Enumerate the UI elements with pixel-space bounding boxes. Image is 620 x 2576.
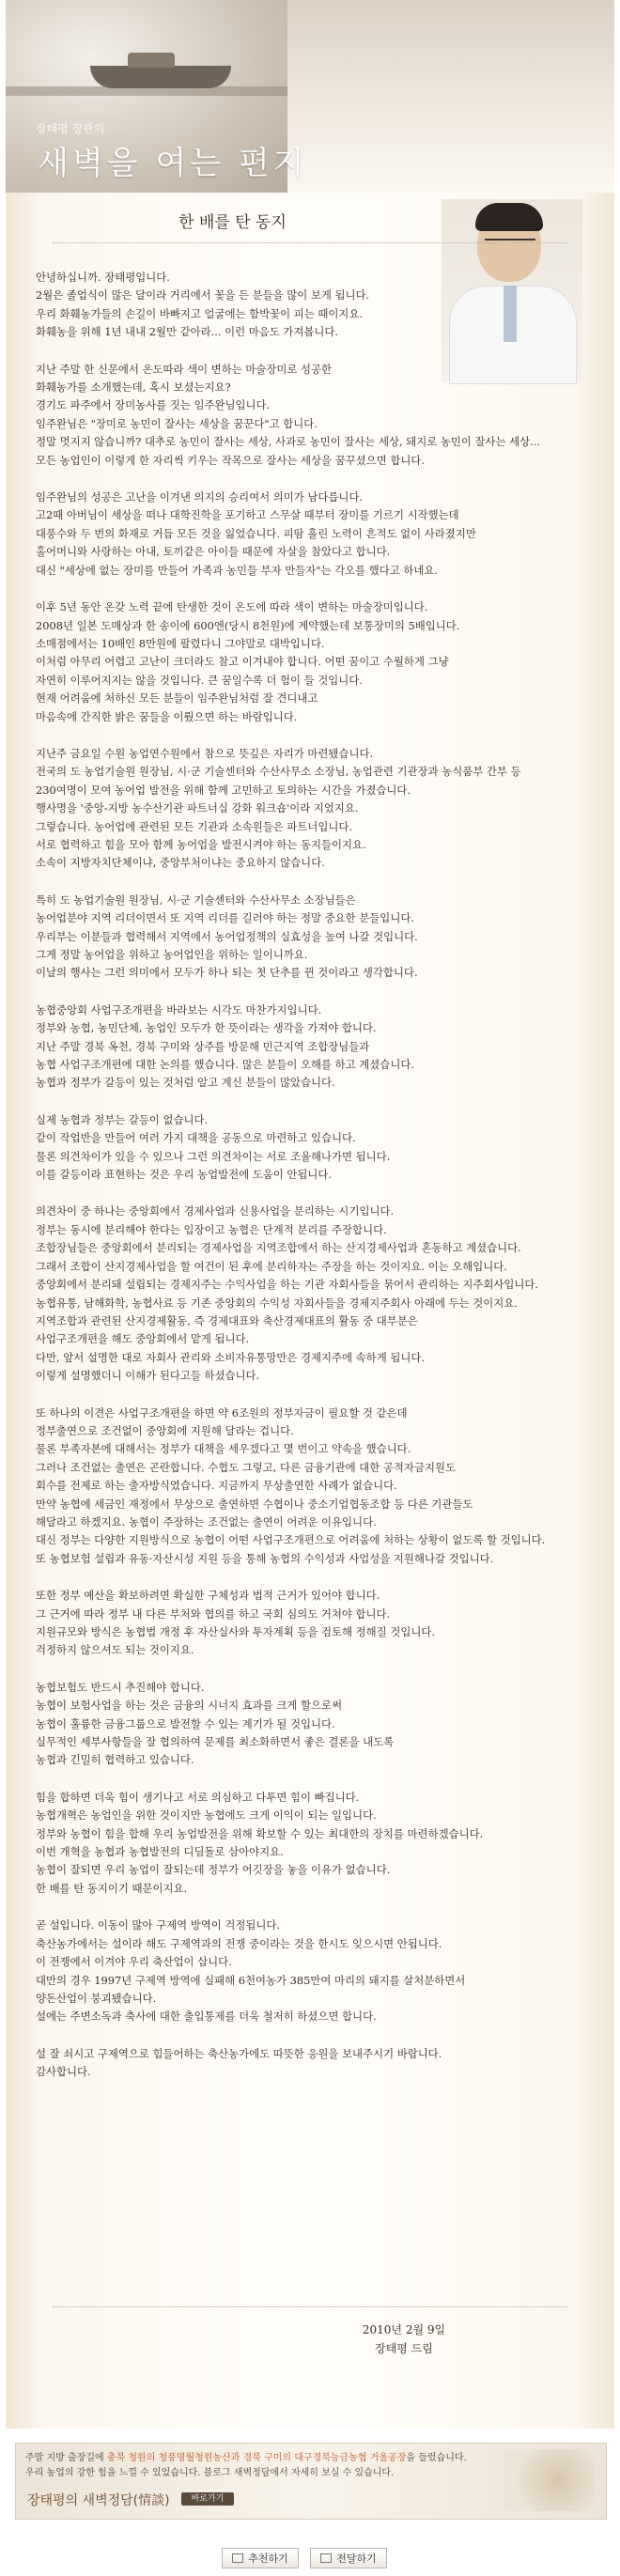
letter-signature: 장태평 드림	[375, 2342, 433, 2355]
banner-highlight: 충북 청원의 청풍명월청원농산과 경북 구미의 대구경북능금농협 거울공장	[106, 2453, 407, 2463]
letter-line: 우리 화훼농가들의 손길이 바빠지고 얼굴에는 함박꽃이 피는 때이지요.	[36, 306, 364, 320]
letter-line: 이 전쟁에서 이겨야 우리 축산업이 삽니다.	[36, 1955, 232, 1969]
letter-paragraph	[36, 1916, 562, 2025]
letter-line: 걱정하지 않으셔도 되는 것이지요.	[36, 1643, 194, 1657]
letter-title: 한 배를 탄 동지	[178, 213, 287, 232]
letter-line: 설 잘 쇠시고 구제역으로 힘들어하는 축산농가에도 따뜻한 응원을 보내주시기 바랍니다.	[36, 2046, 442, 2060]
author-label: 장태평 장관의	[36, 122, 105, 135]
letter-line: 농협이 훌륭한 금융그룹으로 발전할 수 있는 계기가 될 것입니다.	[36, 1716, 335, 1730]
recommend-button[interactable]: 추천하기	[222, 2548, 299, 2568]
letter-paragraph	[36, 892, 562, 983]
letter-line: 또 농협보험 설립과 유동·자산시성 지원 등을 통해 농협의 수익성과 사업성을 지원해나갈 것입니다.	[36, 1551, 494, 1565]
letter-line: 대풍수와 두 번의 화재로 거듭 모든 것을 잃었습니다. 피땀 흘린 노력이 흔적도 없이 사라졌지만	[36, 526, 476, 540]
letter-paragraph	[36, 598, 562, 726]
blog-banner[interactable]	[15, 2443, 607, 2520]
letter-dateline	[329, 2320, 479, 2358]
letter-line: 화훼농을 위해 1년 내내 2월만 같아라... 이런 마음도 가져봅니다.	[36, 325, 339, 339]
letter-line: 정부는 동시에 분리해야 한다는 입장이고 농협은 단계적 분리를 주장합니다.	[36, 1222, 387, 1236]
letter-line: 이렇게 설명했더니 이해가 된다고들 하셨습니다.	[36, 1369, 260, 1383]
letter-line: 이날의 행사는 그런 의미에서 모두가 하나 되는 첫 단추를 뀐 것이라고 생각합니다.	[36, 966, 418, 980]
letter-line: 농협 사업구조개편에 대한 논의를 했습니다. 많은 분들이 오해를 하고 계셨습니다.	[36, 1058, 414, 1072]
portrait-glasses	[485, 239, 535, 250]
send-button[interactable]: 전달하기	[310, 2548, 387, 2568]
letter-line: 그래서 조합이 산지경제사업을 할 여건이 된 후에 분리하자는 주장을 하는 것이지요. 이는 오해입니다.	[36, 1259, 507, 1273]
boat-image	[90, 66, 231, 88]
letter-line: 자연히 이루어지지는 않을 것입니다. 큰 꿈일수록 더 험이 들 것입니다.	[36, 673, 363, 687]
letter-line: 사업구조개편을 해도 중앙회에서 맡게 됩니다.	[36, 1332, 250, 1346]
letter-line: 고2때 아버님이 세상을 떠나 대학진학을 포기하고 스무살 때부터 장미를 기르기 시작했는데	[36, 508, 459, 522]
letter-paragraph	[36, 1001, 562, 1093]
letter-line: 대신 "세상에 없는 장미를 만들어 가족과 농민들 부자 만들자"는 각오를 했다고 하네요.	[36, 563, 439, 577]
banner-image	[504, 2449, 595, 2511]
letter-line: 지역조합과 관련된 산지경제활동, 즉 경제대표와 축산경제대표의 활동 중 대부분은	[36, 1313, 418, 1327]
letter-line: 정부와 농협, 농민단체, 농업인 모두가 한 뜻이라는 생각을 가져야 합니다.	[36, 1021, 377, 1035]
letter-line: 농협보험도 반드시 추진해야 합니다.	[36, 1680, 205, 1694]
letter-paragraph	[36, 1789, 562, 1898]
letter-line: 2월은 졸업식이 많은 달이라 거리에서 꽃을 든 분들을 많이 보게 됩니다.	[36, 288, 370, 303]
letter-line: 지원규모와 방식은 농협법 개정 후 자산실사와 투자계획 등을 검토해 정해질 것입니다.	[36, 1625, 435, 1638]
letter-line: 축산농가에서는 설이라 해도 구제역과의 전쟁 중이라는 것을 한시도 잊으시면 안됩니다.	[36, 1936, 442, 1950]
letter-line: 감사합니다.	[36, 2065, 91, 2079]
letter-line: 모든 농업인이 이렇게 한 자리씩 키우는 작목으로 잘사는 세상을 꿈꾸셨으면 합니다.	[36, 453, 425, 467]
letter-line: 2008년 일본 도매상과 한 송이에 600엔(당시 8천원)에 계약했는데 보통장미의 5배입니다.	[36, 618, 460, 632]
letter-line: 대만의 경우 1997년 구제역 방역에 실패해 6천여농가 385만여 마리의 돼지를 살처분하면서	[36, 1973, 466, 1987]
letter-line: 농협유통, 남해화학, 농협사료 등 기존 중앙회의 수익성 자회사들을 경제지주회사 아래에 두는 것이지요.	[36, 1296, 518, 1310]
title-divider	[53, 242, 567, 243]
letter-line: 같이 작업반을 만들어 여러 가지 대책을 공동으로 마련하고 있습니다.	[36, 1131, 356, 1145]
letter-line: 소매점에서는 10배인 8만원에 팔렸다니 그야말로 대박입니다.	[36, 636, 325, 650]
letter-line: 지난주 금요일 수원 농업연수원에서 참으로 뜻깊은 자리가 마련됐습니다.	[36, 746, 374, 760]
letter-line: 회수를 전제로 하는 출자방식였습니다. 지금까지 무상출연한 사례가 없습니다.	[36, 1479, 397, 1493]
letter-line: 임주완님은 "장미로 농민이 잘사는 세상을 꿈꾼다"고 합니다.	[36, 416, 318, 430]
letter-line: 현재 어려움에 처하신 모든 분들이 임주완님처럼 잘 견디내고	[36, 691, 318, 706]
letter-line: 또한 정부 예산을 확보하려면 확실한 구체성과 법적 근거가 있어야 합니다.	[36, 1589, 380, 1603]
letter-date: 2010년 2월 9일	[362, 2323, 446, 2336]
letter-line: 그러나 조건없는 출연은 곤란합니다. 수협도 그렇고, 다른 금융기관에 대한 공적자금지원도	[36, 1460, 456, 1474]
letter-line: 실무적인 세부사항들을 잘 협의하여 문제를 최소화하면서 좋은 결론을 내도록	[36, 1735, 395, 1749]
letter-line: 그 근거에 따라 정부 내 다른 부처와 협의를 하고 국회 심의도 거쳐야 합니다.	[36, 1606, 391, 1621]
letter-line: 대신 정부는 다양한 지원방식으로 농협이 어떤 사업구조개편으로 어려움에 처하는 상황이 없도록 할 것입니다.	[36, 1533, 546, 1547]
letter-line: 만약 농협에 세금인 재정에서 무상으로 출연하면 수협이나 중소기업협동조합 등 다른 기관들도	[36, 1497, 473, 1511]
letter-line: 경기도 파주에서 장미농사를 짓는 임주완님입니다.	[36, 398, 271, 412]
blog-link-button[interactable]: 바로가기	[181, 2492, 234, 2506]
letter-paragraph	[36, 745, 562, 873]
letter-line: 중앙회에서 분리돼 설립되는 경제지주는 수익사업을 하는 기관 자회사들을 묶어서 관리하는 지주회사입니다.	[36, 1278, 538, 1292]
letter-line: 마음속에 간직한 밝은 꿈들을 이뤘으면 하는 바람입니다.	[36, 709, 298, 723]
series-title: 새벽을 여는 편지	[38, 145, 308, 182]
letter-line: 실제 농협과 정부는 갈등이 없습니다.	[36, 1112, 209, 1126]
letter-line: 농협과 정부가 갈등이 있는 것처럼 알고 계신 분들이 많았습니다.	[36, 1076, 335, 1090]
letter-line: 우리부는 이분들과 협력해서 지역에서 농어업정책의 실효성을 높여 나갈 것입니다.	[36, 929, 418, 943]
letter-line: 임주완님의 성공은 고난을 이겨낸 의지의 승리여서 의미가 남다릅니다.	[36, 490, 364, 504]
letter-paragraph	[36, 1679, 562, 1770]
letter-line: 농협이 잘되면 우리 농업이 잘되는데 정부가 어깃장을 놓을 이유가 없습니다.	[36, 1863, 391, 1877]
letter-line: 한 배를 탄 동지이기 때문이지요.	[36, 1881, 188, 1895]
letter-body	[36, 269, 562, 2101]
letter-line: 정말 멋지지 않습니까? 대추로 농민이 잘사는 세상, 사과로 농민이 잘사는 세상, 돼지로 농민이 잘사는 세상...	[36, 435, 541, 449]
letter-line: 이를 갈등이라 표현하는 것은 우리 농업발전에 도움이 안됩니다.	[36, 1168, 333, 1182]
letter-paragraph	[36, 361, 562, 470]
letter-line: 행사명을 '중앙-지방 농수산기관 파트너십 강화 워크숍'이라 지었지요.	[36, 801, 359, 815]
letter-line: 다만, 앞서 설명한 대로 자회사 관리와 소비자유통망만은 경제지주에 속하게 됩니다.	[36, 1350, 425, 1364]
banner-line-2: 우리 농업의 강한 힘을 느낄 수 있었습니다. 블로그 새벽정담에서 자세히 보실 수 있습니다.	[25, 2468, 395, 2478]
letter-paragraph	[36, 1203, 562, 1385]
letter-line: 농협이 보험사업을 하는 것은 금융의 시너지 효과를 크게 할으로써	[36, 1699, 343, 1713]
letter-paragraph	[36, 1111, 562, 1185]
letter-line: 정부출연으로 조건없이 중앙회에 지원해 달라는 겁니다.	[36, 1423, 294, 1437]
letter-line: 농협과 긴밀히 협력하고 있습니다.	[36, 1753, 194, 1767]
letter-line: 이처럼 아무리 어렵고 고난이 크더라도 참고 이겨내야 합니다. 어떤 꿈이고 수월하게 그냥	[36, 655, 449, 669]
letter-line: 의견차이 중 하나는 중앙회에서 경제사업과 신용사업을 분리하는 시기입니다.	[36, 1204, 395, 1218]
letter-paragraph	[36, 489, 562, 580]
letter-line: 설에는 주변소독과 축사에 대한 출입통제를 더욱 철저히 하셨으면 합니다.	[36, 2010, 377, 2024]
portrait-hair	[475, 203, 543, 231]
letter-paragraph	[36, 2045, 562, 2082]
mail-icon	[320, 2553, 332, 2563]
letter-line: 그게 정말 농어업을 위하고 농어업인을 위하는 일이니까요.	[36, 948, 308, 961]
letter-line: 곧 설입니다. 이동이 많아 구제역 방역이 걱정됩니다.	[36, 1918, 281, 1932]
header-banner	[6, 0, 614, 193]
letter-line: 그렇습니다. 농어업에 관련된 모든 기관과 소속원들은 파트너입니다.	[36, 819, 353, 833]
letter-line: 지난 주말 경북 옥천, 경북 구미와 상주를 방문해 민근지역 조합장님들과	[36, 1039, 370, 1053]
letter-paragraph	[36, 1404, 562, 1569]
letter-line: 이후 5년 동안 온갖 노력 끝에 탄생한 것이 온도에 따라 색이 변하는 마술장미입니다.	[36, 600, 428, 614]
letter-line: 해달라고 하겠지요. 농협이 주장하는 조건없는 출연이 어려운 이유입니다.	[36, 1514, 377, 1529]
letter-line: 농어업분야 지역 리더이면서 또 지역 리더를 길러야 하는 정말 중요한 분들입니다.	[36, 911, 414, 925]
letter-line: 특히 도 농업기술원 원장님, 시·군 기술센터와 수산사무소 소장님들은	[36, 892, 356, 907]
letter-line: 230여명이 모여 농어업 발전을 위해 함께 고민하고 토의하는 시간을 가졌습니다.	[36, 783, 411, 797]
letter-line: 농협개혁은 농업인을 위한 것이지만 농협에도 크게 이익이 되는 일입니다.	[36, 1808, 377, 1823]
letter-line: 지난 주말 한 신문에서 온도따라 색이 변하는 마술장미로 성공한	[36, 362, 333, 376]
banner-text	[25, 2451, 467, 2481]
thumbs-up-icon	[232, 2553, 243, 2563]
letter-line: 농협중앙회 사업구조개편을 바라보는 시각도 마찬가지입니다.	[36, 1002, 322, 1016]
letter-line: 안녕하십니까. 장태평입니다.	[36, 271, 170, 284]
blog-logo: 장태평의 새벽정담(情談)	[27, 2493, 170, 2508]
letter-line: 홀어머니와 사랑하는 아내, 토끼같은 아이들 때문에 자살을 참았다고 합니다.	[36, 545, 391, 559]
letter-line: 양돈산업이 붕괴됐습니다.	[36, 1991, 157, 2005]
letter-line: 물론 부족자본에 대해서는 정부가 대책을 세우겠다고 몇 번이고 약속을 했습니다.	[36, 1442, 411, 1456]
letter-line: 화훼농가를 소개했는데, 혹시 보셨는지요?	[36, 380, 231, 395]
letter-line: 이번 개혁을 농협과 농협발전의 디딤돌로 삼아야지요.	[36, 1845, 284, 1859]
letter-line: 조합장님들은 중앙회에서 분리되는 경제사업을 지역조합에서 하는 산지경제사업과 혼동하고 계셨습니다.	[36, 1241, 521, 1255]
letter-line: 정부와 농협이 힘을 합해 우리 농업발전을 위해 확보할 수 있는 최대한의 장치를 마련하겠습니다.	[36, 1826, 484, 1840]
letter-line: 힘을 합하면 더욱 힘이 생기나고 서로 의심하고 다투면 힘이 빠집니다.	[36, 1790, 360, 1804]
banner-line-1: 주말 지방 출장길에 충북 청원의 청풍명월청원농산과 경북 구미의 대구경북능금농협 거울공장을 들렀습니다.	[25, 2453, 467, 2463]
letter-line: 서로 협력하고 힘을 모아 함께 농어업을 발전시켜야 하는 동지들이지요.	[36, 837, 366, 851]
closing-divider	[53, 2306, 567, 2307]
letter-line: 소속이 지방자치단체이냐, 중앙부처이냐는 중요하지 않습니다.	[36, 856, 325, 870]
letter-line: 전국의 도 농업기술원 원장님, 시·군 기술센터와 수산사무소 소장님, 농업관련 기관장과 농식품부 간부 등	[36, 765, 521, 779]
letter-line: 또 하나의 이견은 사업구조개편을 하면 약 6조원의 정부자금이 필요할 것 같은데	[36, 1405, 408, 1420]
letter-paragraph	[36, 269, 562, 342]
letter-line: 물론 의견차이가 있을 수 있으나 그런 의견차이는 서로 조율해나가면 됩니다.	[36, 1149, 391, 1163]
letter-paragraph	[36, 1587, 562, 1660]
